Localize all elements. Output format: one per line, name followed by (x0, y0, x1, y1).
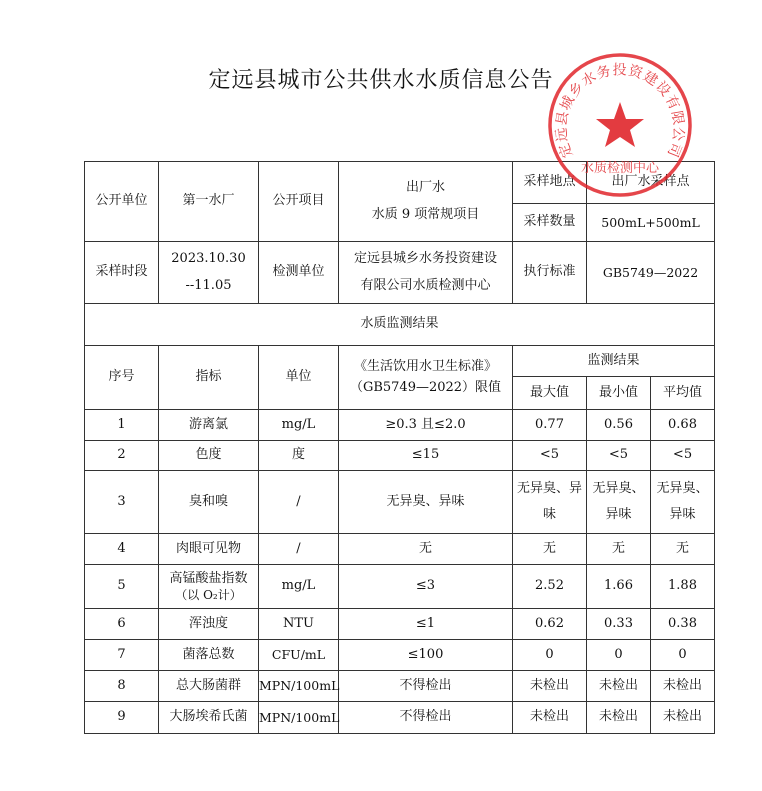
header-avg: 平均值 (651, 377, 715, 410)
row-limit: 不得检出 (339, 671, 513, 702)
value-test-unit (339, 242, 513, 304)
value-sample-qty: 500mL+500mL (587, 204, 715, 242)
row-indicator: 臭和嗅 (159, 471, 259, 534)
row-avg: 0.68 (651, 410, 715, 441)
value-project-line1: 出厂水 (405, 180, 445, 196)
table-row (85, 702, 715, 734)
row-limit: ≤1 (339, 609, 513, 640)
header-indicator: 指标 (159, 346, 259, 410)
row-no: 9 (85, 702, 159, 734)
row-unit: / (259, 534, 339, 565)
row-max: 0.77 (513, 410, 587, 441)
table-row (85, 640, 715, 671)
label-project: 公开项目 (259, 162, 339, 242)
value-sample-period-start: 2023.10.30 (171, 251, 246, 267)
row-unit: MPN/100mL (259, 671, 339, 702)
row-min: 未检出 (587, 671, 651, 702)
row-max: 无 (513, 534, 587, 565)
page-title: 定远县城市公共供水水质信息公告 (208, 68, 554, 93)
row-indicator: 肉眼可见物 (159, 534, 259, 565)
row-avg: 未检出 (651, 702, 715, 734)
row-indicator-line2: （以 O₂计） (175, 588, 242, 603)
row-limit: ≤100 (339, 640, 513, 671)
row-no: 7 (85, 640, 159, 671)
value-sample-site: 出厂水采样点 (587, 162, 715, 204)
row-no: 3 (85, 471, 159, 534)
row-indicator: 游离氯 (159, 410, 259, 441)
header-standard-line1: 《生活饮用水卫生标准》 (353, 359, 497, 375)
row-unit: mg/L (259, 565, 339, 609)
row-max: 0.62 (513, 609, 587, 640)
row-indicator (159, 565, 259, 609)
table-row (85, 565, 715, 609)
row-min: 无异臭、异味 (587, 471, 651, 534)
row-max: 2.52 (513, 565, 587, 609)
row-avg: 无 (651, 534, 715, 565)
row-avg: 0.38 (651, 609, 715, 640)
row-no: 4 (85, 534, 159, 565)
row-unit: MPN/100mL (259, 702, 339, 734)
label-standard: 执行标准 (513, 242, 587, 304)
header-max: 最大值 (513, 377, 587, 410)
row-limit: ≥0.3 且≤2.0 (339, 410, 513, 441)
row-limit: ≤3 (339, 565, 513, 609)
row-no: 1 (85, 410, 159, 441)
header-unit: 单位 (259, 346, 339, 410)
row-no: 6 (85, 609, 159, 640)
row-max: 0 (513, 640, 587, 671)
section-title: 水质监测结果 (85, 304, 715, 346)
row-min: 未检出 (587, 702, 651, 734)
row-min: 0 (587, 640, 651, 671)
row-limit: 无异臭、异味 (339, 471, 513, 534)
table-row (85, 471, 715, 534)
row-no: 2 (85, 441, 159, 471)
row-no: 8 (85, 671, 159, 702)
value-project-line2: 水质 9 项常规项目 (371, 206, 480, 222)
row-max: 未检出 (513, 702, 587, 734)
label-test-unit: 检测单位 (259, 242, 339, 304)
row-avg: <5 (651, 441, 715, 471)
label-sample-qty: 采样数量 (513, 204, 587, 242)
seal-center-text: 水质检测中心 (580, 161, 660, 176)
row-avg: 无异臭、异味 (651, 471, 715, 534)
row-min: <5 (587, 441, 651, 471)
table-row (85, 534, 715, 565)
header-min: 最小值 (587, 377, 651, 410)
row-min: 0.33 (587, 609, 651, 640)
row-min: 无 (587, 534, 651, 565)
table-row (85, 441, 715, 471)
row-limit: 不得检出 (339, 702, 513, 734)
row-max: 未检出 (513, 671, 587, 702)
row-unit: NTU (259, 609, 339, 640)
table-row (85, 671, 715, 702)
row-max: <5 (513, 441, 587, 471)
row-avg: 未检出 (651, 671, 715, 702)
row-avg: 1.88 (651, 565, 715, 609)
value-test-unit-line1: 定远县城乡水务投资建设 (353, 251, 497, 267)
row-unit: / (259, 471, 339, 534)
value-project (339, 162, 513, 242)
header-standard-line2: （GB5749—2022）限值 (349, 379, 502, 395)
row-indicator-line1: 高锰酸盐指数 (169, 570, 248, 586)
value-sample-period (159, 242, 259, 304)
row-max: 无异臭、异味 (513, 471, 587, 534)
table-row (85, 410, 715, 441)
header-standard (339, 346, 513, 410)
header-result: 监测结果 (513, 346, 715, 377)
table-row (85, 609, 715, 640)
star-icon (596, 102, 644, 147)
row-limit: ≤15 (339, 441, 513, 471)
row-indicator: 大肠埃希氏菌 (159, 702, 259, 734)
row-min: 1.66 (587, 565, 651, 609)
value-sample-period-end: --11.05 (185, 277, 232, 293)
row-indicator: 总大肠菌群 (159, 671, 259, 702)
header-no: 序号 (85, 346, 159, 410)
value-test-unit-line2: 有限公司水质检测中心 (360, 277, 491, 293)
row-indicator: 浑浊度 (159, 609, 259, 640)
water-quality-table (84, 161, 715, 734)
value-publisher: 第一水厂 (159, 162, 259, 242)
label-publisher: 公开单位 (85, 162, 159, 242)
label-sample-period: 采样时段 (85, 242, 159, 304)
row-limit: 无 (339, 534, 513, 565)
row-unit: mg/L (259, 410, 339, 441)
row-unit: 度 (259, 441, 339, 471)
row-indicator: 菌落总数 (159, 640, 259, 671)
row-no: 5 (85, 565, 159, 609)
row-unit: CFU/mL (259, 640, 339, 671)
label-sample-site: 采样地点 (513, 162, 587, 204)
row-avg: 0 (651, 640, 715, 671)
value-standard: GB5749—2022 (587, 242, 715, 304)
row-min: 0.56 (587, 410, 651, 441)
row-indicator: 色度 (159, 441, 259, 471)
seal-ring-text: 定远县城乡水务投资建设有限公司 (553, 62, 687, 161)
